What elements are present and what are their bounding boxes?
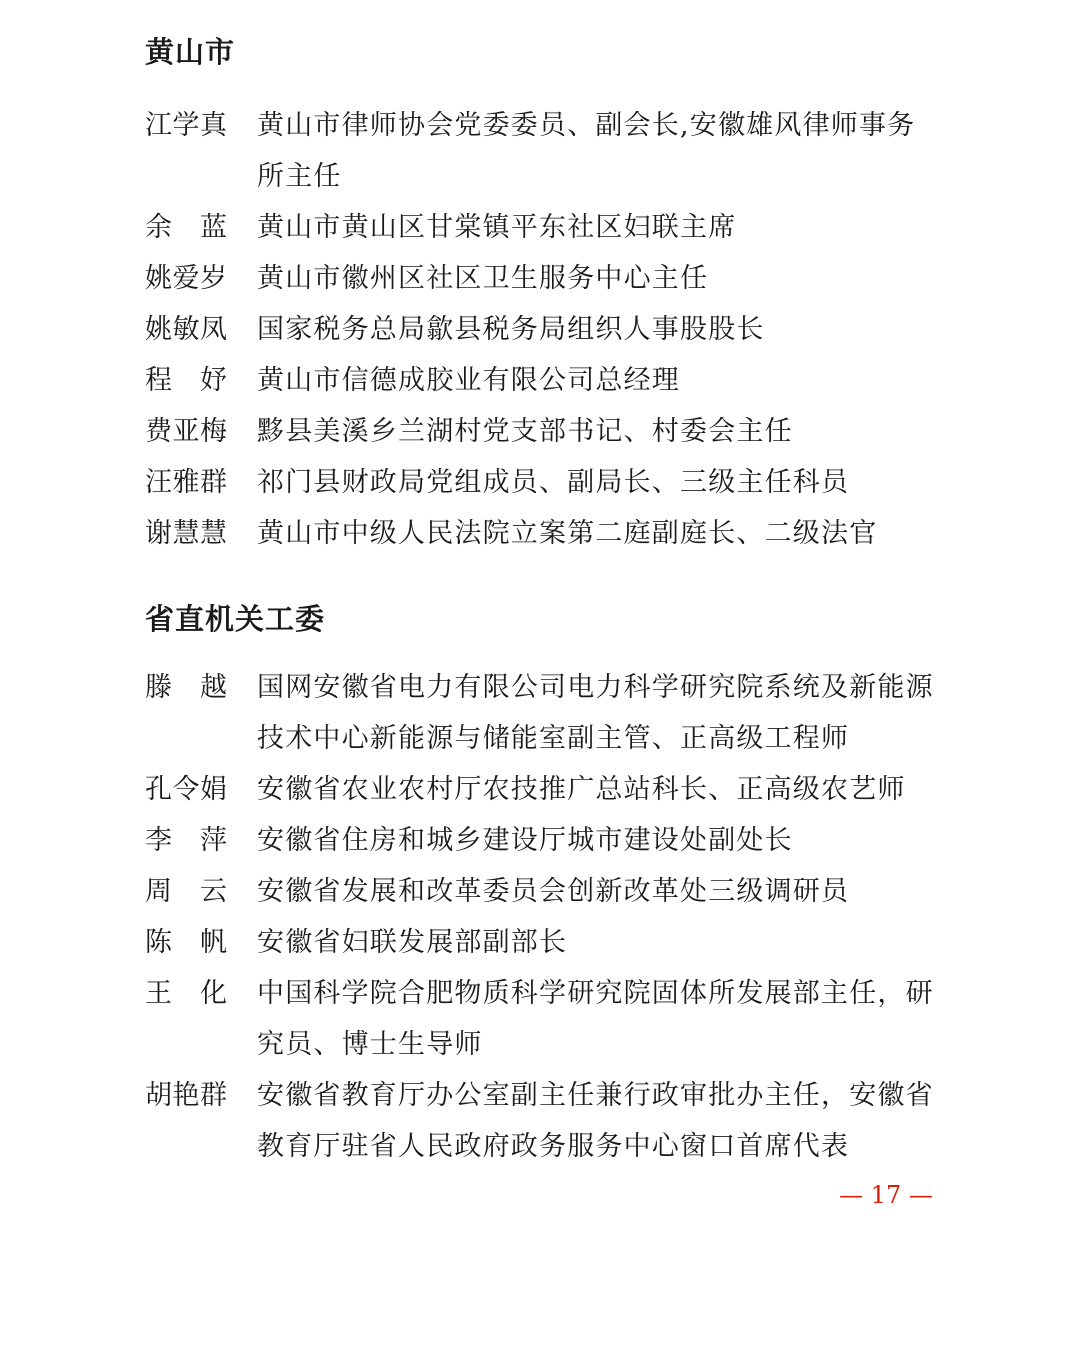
member-description: 安徽省妇联发展部副部长 [257, 927, 568, 958]
list-item [145, 406, 945, 457]
member-name: 滕 越 [145, 672, 228, 703]
member-name: 谢慧慧 [145, 518, 228, 549]
list-item [145, 355, 945, 406]
list-item [145, 662, 945, 764]
member-description: 祁门县财政局党组成员、副局长、三级主任科员 [257, 467, 850, 498]
member-description: 黄山市黄山区甘棠镇平东社区妇联主席 [257, 212, 737, 243]
list-item [145, 764, 945, 815]
member-description: 国网安徽省电力有限公司电力科学研究院系统及新能源技术中心新能源与储能室副主管、正高级工程师 [257, 672, 934, 754]
member-name: 王 化 [145, 978, 228, 1009]
list-item [145, 968, 945, 1070]
member-name: 周 云 [145, 876, 228, 907]
list-item [145, 1070, 945, 1172]
list-item [145, 866, 945, 917]
member-description: 黄山市徽州区社区卫生服务中心主任 [257, 263, 709, 294]
member-description: 安徽省住房和城乡建设厅城市建设处副处长 [257, 825, 793, 856]
member-name: 胡艳群 [145, 1080, 228, 1111]
member-description: 安徽省教育厅办公室副主任兼行政审批办主任，安徽省教育厅驻省人民政府政务服务中心窗口首席代表 [257, 1080, 934, 1162]
member-name: 江学真 [145, 110, 228, 141]
member-name: 程 妤 [145, 365, 228, 396]
member-name: 姚敏凤 [145, 314, 228, 345]
list-item [145, 100, 945, 202]
member-description: 黄山市信德成胶业有限公司总经理 [257, 365, 680, 396]
list-item [145, 253, 945, 304]
member-description: 黄山市律师协会党委委员、副会长,安徽雄风律师事务所主任 [257, 110, 916, 192]
member-name: 李 萍 [145, 825, 228, 856]
member-name: 孔令娟 [145, 774, 228, 805]
member-description: 黄山市中级人民法院立案第二庭副庭长、二级法官 [257, 518, 878, 549]
member-name: 汪雅群 [145, 467, 228, 498]
list-item [145, 304, 945, 355]
list-item [145, 457, 945, 508]
member-name: 费亚梅 [145, 416, 228, 447]
member-name: 陈 帆 [145, 927, 228, 958]
list-item [145, 815, 945, 866]
member-description: 安徽省农业农村厅农技推广总站科长、正高级农艺师 [257, 774, 906, 805]
list-item [145, 917, 945, 968]
list-item [145, 202, 945, 253]
section-title-huangshan: 黄山市 [145, 35, 236, 69]
member-description: 国家税务总局歙县税务局组织人事股股长 [257, 314, 765, 345]
page-number: — 17 — [839, 1181, 933, 1209]
member-description: 安徽省发展和改革委员会创新改革处三级调研员 [257, 876, 850, 907]
member-description: 中国科学院合肥物质科学研究院固体所发展部主任，研究员、博士生导师 [257, 978, 934, 1060]
member-name: 余 蓝 [145, 212, 228, 243]
section-title-provincial-organs: 省直机关工委 [145, 602, 326, 636]
list-item [145, 508, 945, 559]
member-description: 黟县美溪乡兰湖村党支部书记、村委会主任 [257, 416, 793, 447]
member-name: 姚爱岁 [145, 263, 228, 294]
